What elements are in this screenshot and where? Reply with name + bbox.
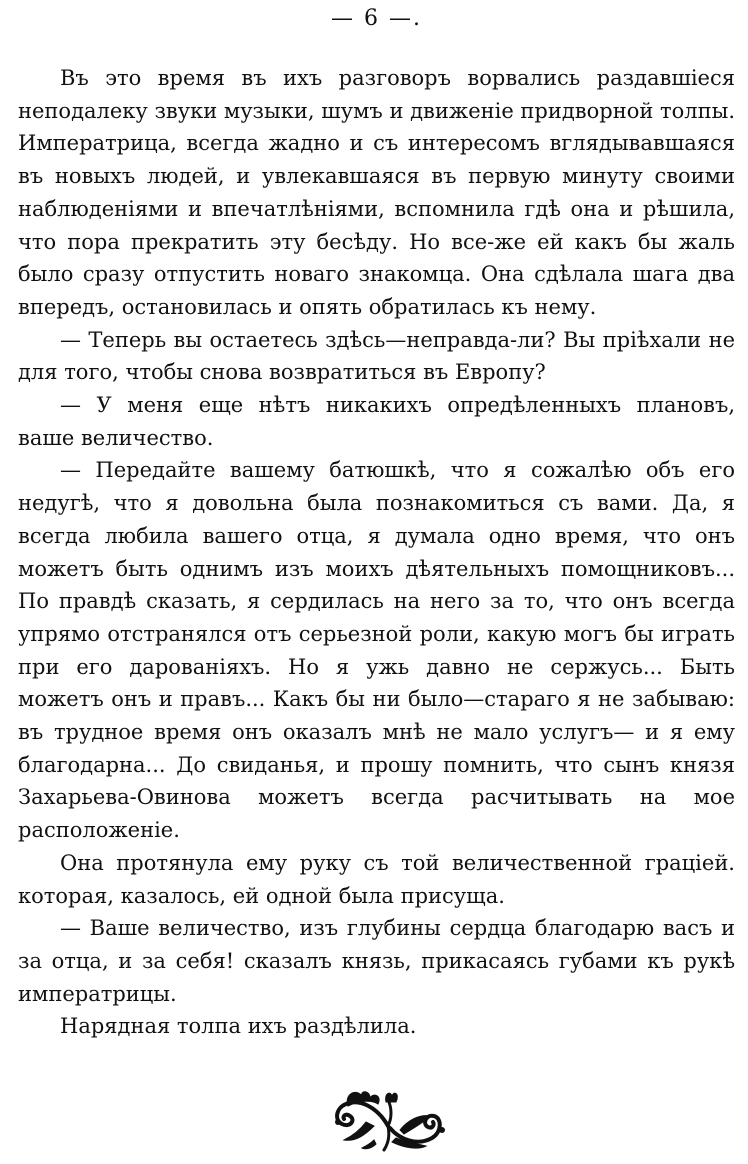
body-text — [18, 62, 735, 1043]
floral-vignette-icon — [330, 1086, 448, 1152]
page-number: — 6 —. — [331, 6, 422, 31]
book-page — [18, 0, 735, 1164]
paragraph-4: — Передайте вашему батюшкѣ, что я сожалѣю объ его недугѣ, что я довольна была познакомиться съ вами. Да, я всегда любила вашего отца, я думала одно время, что онъ можетъ быть однимъ изъ моихъ дѣятельныхъ помощниковъ... По правдѣ сказать, я сердилась на него за то, что онъ всегда упрямо отстранялся отъ серьезной роли, какую могъ бы играть при его дарованіяхъ. Но я ужь давно не сержусь... Быть можетъ онъ и правъ... Какъ бы ни было—стараго я не забываю: въ трудное время онъ оказалъ мнѣ не мало услугъ— и я ему благодарна... До свиданья, и прошу помнить, что сынъ князя Захарьева-Овинова можетъ всегда расчитывать на мое расположеніе. — [18, 458, 735, 843]
paragraph-5: Она протянула ему руку съ той величественной граціей. которая, казалось, ей одной была присуща. — [18, 850, 735, 908]
paragraph-6: — Ваше величество, изъ глубины сердца благодарю васъ и за отца, и за себя! сказалъ князь, прикасаясь губами къ рукѣ императрицы. — [18, 916, 735, 1006]
paragraph-2: — Теперь вы остаетесь здѣсь—неправда-ли? Вы пріѣхали не для того, чтобы снова возвратиться въ Европу? — [18, 327, 735, 385]
paragraph-7: Нарядная толпа ихъ раздѣлила. — [60, 1014, 417, 1039]
paragraph-1: Въ это время въ ихъ разговоръ ворвались раздавшіеся неподалеку звуки музыки, шумъ и движеніе придворной толпы. Императрица, всегда жадно и съ интересомъ вглядывавшаяся въ новыхъ людей, и увлекавшаяся въ первую минуту своими наблюденіями и впечатлѣніями, вспомнила гдѣ она и рѣшила, что пора прекратить эту бесѣду. Но все-же ей какъ бы жаль было сразу отпустить новаго знакомца. Она сдѣлала шага два впередъ, остановилась и опять обратилась къ нему. — [18, 66, 736, 319]
paragraph-3: — У меня еще нѣтъ никакихъ опредѣленныхъ плановъ, ваше величество. — [18, 393, 735, 450]
